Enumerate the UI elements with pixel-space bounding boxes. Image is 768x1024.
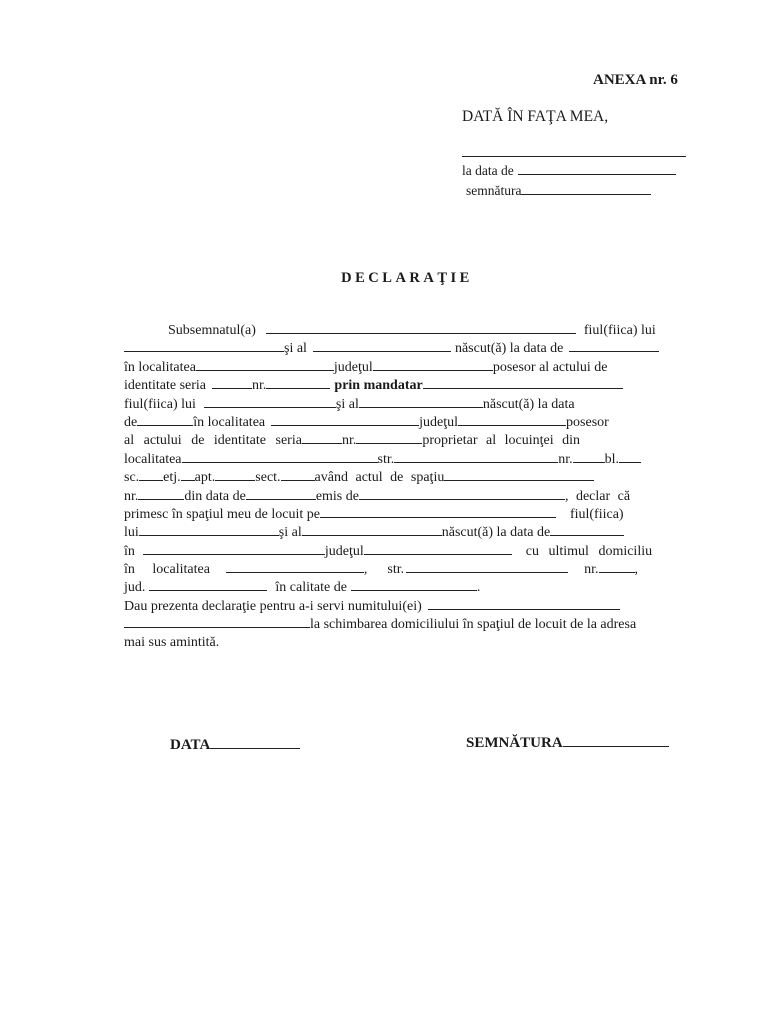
text-subsemnatul: Subsemnatul(a) [168,323,256,338]
field-birthdate-3[interactable] [550,523,624,536]
body-line [124,615,692,633]
field-previous-number[interactable] [599,560,635,573]
witness-block [462,148,686,199]
field-previous-street[interactable] [406,560,568,573]
body-line [124,634,692,652]
text-str-2: str. [387,562,405,578]
field-floor[interactable] [181,468,195,481]
date-label: DATA [170,737,211,753]
body-line [124,321,692,339]
text-nr-2: nr. [341,433,357,449]
text-proprietar: proprietar al locuinţei din [422,433,581,449]
field-previous-county[interactable] [149,578,267,591]
body-line [124,505,692,523]
field-id-number-2[interactable] [356,431,422,444]
field-block[interactable] [619,450,641,463]
text-posesor: posesor al actului de [492,359,608,375]
text-din-data-de: din data de [184,488,246,504]
field-id-series-2[interactable] [302,431,342,444]
declaration-body [124,321,692,652]
text-actului-identitate: al actului de identitate seria [124,433,302,449]
text-dau-prezenta: Dau prezenta declaraţie pentru a-i servi numitului(ei) [124,598,422,614]
text-in-localitatea: în localitatea [124,562,210,578]
body-line [124,450,692,468]
text-localitatea-2: în localitatea [193,414,266,430]
witness-signature-label: semnătura [466,183,522,198]
text-judetul-3: judeţul [324,543,364,559]
field-father-3[interactable] [139,523,279,536]
witness-name-line[interactable] [462,148,686,157]
field-beneficiary-2[interactable] [124,615,310,628]
field-staircase[interactable] [139,468,163,481]
text-si-al-3: şi al [278,525,302,541]
text-judetul: judeţul [333,359,373,375]
text-schimbarea-domiciliului: la schimbarea domiciliului în spaţiul de locuit de la adresa [310,617,637,633]
body-line [124,542,692,560]
text-bl: bl. [604,451,620,467]
body-line [124,413,692,431]
field-locality[interactable] [196,358,334,371]
body-line [124,376,692,394]
witness-date-line[interactable] [518,162,676,175]
field-apartment[interactable] [215,468,255,481]
text-apt: apt. [194,470,216,486]
text-nr-5: nr. [584,562,599,578]
field-mother-2[interactable] [359,395,483,408]
signature-area [466,734,669,752]
field-beneficiary[interactable] [428,597,620,610]
text-judetul-2: judeţul [419,414,459,430]
field-street[interactable] [394,450,558,463]
body-line [124,468,692,486]
text-localitatea-3: localitatea [124,451,182,467]
text-posesor-2: posesor [566,414,609,430]
field-document-date[interactable] [246,487,316,500]
signature-label: SEMNĂTURA [466,735,563,751]
text-sect: sect. [255,470,281,486]
text-nr: nr. [252,378,267,394]
body-line [124,339,692,357]
text-si-al: şi al [284,341,307,357]
text-in-calitate-de: în calitate de [275,580,347,596]
body-line [124,358,692,376]
text-ultimul-domiciliu: cu ultimul domiciliu [525,543,653,559]
body-line [124,597,692,615]
text-nr-3: nr. [558,451,573,467]
text-str: str. [377,451,395,467]
body-line [124,431,692,449]
text-lui: lui [124,525,139,541]
text-nascut-3: născut(ă) la data de [441,525,551,541]
field-county-3[interactable] [364,542,512,555]
field-id-series[interactable] [212,376,252,389]
text-jud: jud. [124,580,146,596]
field-received-person[interactable] [320,505,556,518]
field-county-2[interactable] [458,413,566,426]
field-id-number[interactable] [266,376,330,389]
field-father-2[interactable] [204,395,336,408]
text-comma-2: , [634,562,639,578]
field-locality-3[interactable] [143,542,325,555]
body-line [124,560,692,578]
text-nr-4: nr. [124,488,139,504]
text-avand-actul: având actul de spaţiu [314,470,445,486]
text-sc: sc. [124,470,140,486]
text-nascut: născut(ă) la data de [454,341,564,357]
document-title: DECLARAŢIE [341,270,473,286]
text-in: în [124,543,135,559]
text-declar-ca: , declar că [564,488,631,504]
text-etj: etj. [163,470,181,486]
body-line [124,523,692,541]
text-comma: , [363,562,368,578]
text-de: de [124,414,138,430]
text-fiul-lui-2: fiul(fiica) lui [124,396,196,412]
field-street-number[interactable] [573,450,605,463]
body-line [124,578,692,596]
field-mother-3[interactable] [302,523,442,536]
la-data-de-label: la data de [462,163,514,178]
field-space-document[interactable] [444,468,594,481]
field-name[interactable] [266,321,576,334]
field-previous-locality[interactable] [226,560,364,573]
field-father[interactable] [124,339,284,352]
text-localitatea: în localitatea [124,359,196,375]
field-locality-2[interactable] [271,413,419,426]
field-mandatar[interactable] [423,376,623,389]
field-birthdate[interactable] [569,339,659,352]
field-owner-locality[interactable] [182,450,378,463]
text-fiul-lui: fiul(fiica) lui [583,323,656,338]
text-si-al-2: şi al [335,396,359,412]
field-mother[interactable] [313,339,451,352]
witness-heading: DATĂ ÎN FAŢA MEA, [462,108,609,125]
text-fiul-fiica: fiul(fiica) [569,506,624,522]
text-primesc: primesc în spaţiul meu de locuit pe [124,506,320,522]
field-capacity[interactable] [351,578,477,591]
field-county[interactable] [373,358,493,371]
annex-number: ANEXA nr. 6 [593,72,678,88]
text-period: . [476,580,481,596]
date-line[interactable] [210,736,300,749]
field-sector[interactable] [281,468,315,481]
text-mai-sus-amintita: mai sus amintită. [124,634,220,650]
body-line [124,395,692,413]
witness-signature-line[interactable] [521,182,651,195]
field-document-number[interactable] [138,487,184,500]
signature-line[interactable] [563,734,669,747]
body-line [124,487,692,505]
field-issued-by[interactable] [359,487,565,500]
text-identitate-seria: identitate seria [124,378,207,394]
text-nascut-2: născut(ă) la data [482,396,575,412]
field-birthdate-2[interactable] [137,413,193,426]
date-signature-area [170,736,300,754]
text-prin-mandatar: prin mandatar [334,378,423,394]
text-emis-de: emis de [315,488,359,504]
